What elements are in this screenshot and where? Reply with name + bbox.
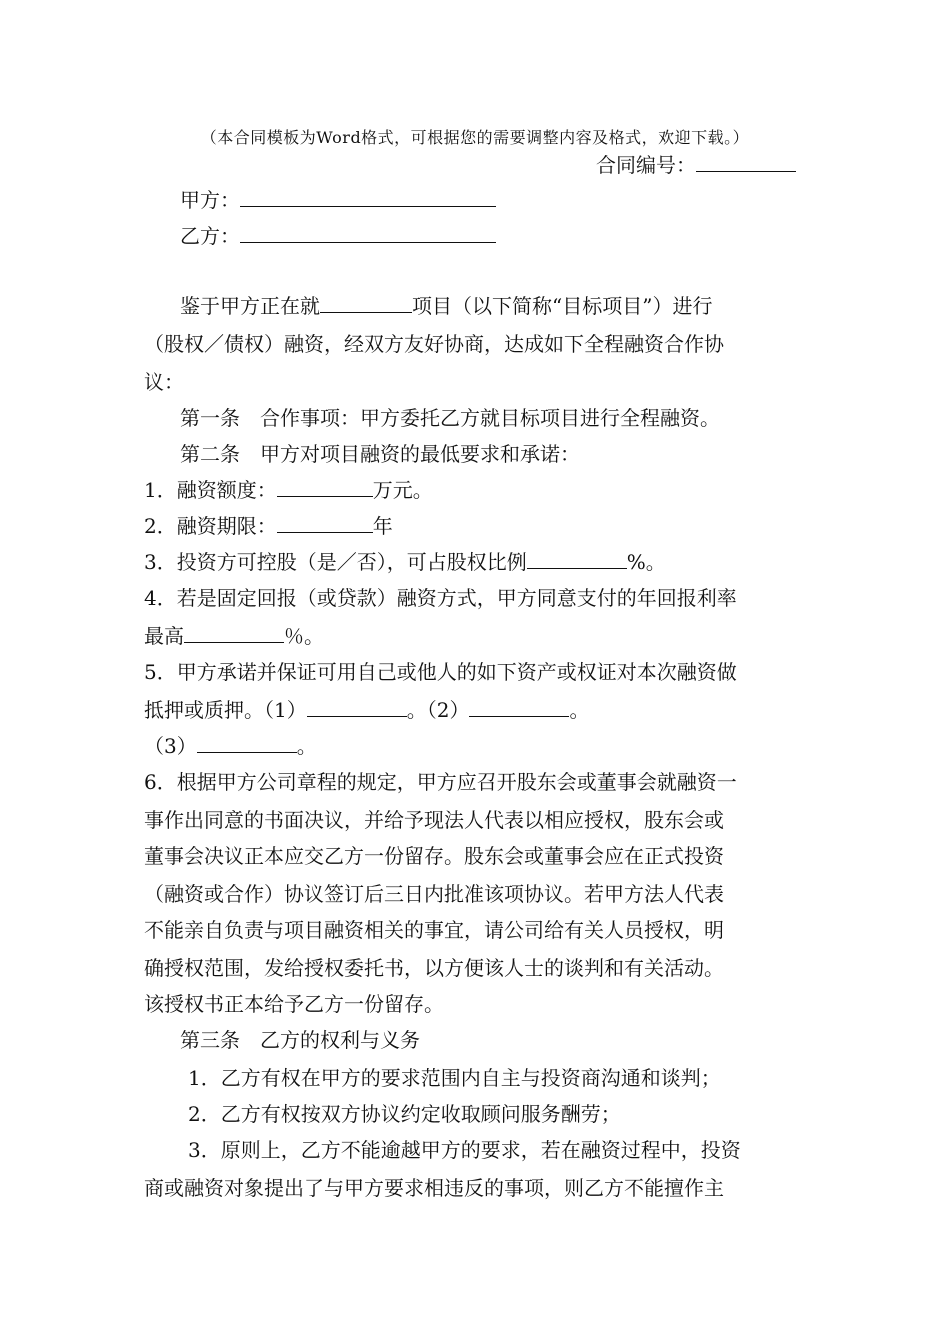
article-2-item-6-line: 不能亲自负责与项目融资相关的事宜，请公司给有关人员授权，明: [144, 918, 724, 942]
article-2-item-5-line-3: [144, 732, 824, 760]
contract-number-blank[interactable]: [696, 153, 796, 172]
max-return-rate-blank[interactable]: [184, 624, 284, 643]
article-2-item-6-line: （融资或合作）协议签订后三日内批准该项协议。若甲方法人代表: [144, 882, 724, 906]
collateral-2-blank[interactable]: [469, 698, 569, 717]
article-2-title: 第二条 甲方对项目融资的最低要求和承诺：: [180, 442, 580, 466]
item-text: 。: [569, 698, 590, 722]
party-a-line: [180, 186, 860, 214]
item-text: %。: [626, 550, 666, 574]
party-a-blank[interactable]: [240, 188, 496, 207]
collateral-1-blank[interactable]: [307, 698, 407, 717]
item-text: 。: [296, 734, 317, 758]
template-note: （本合同模板为Word格式，可根据您的需要调整内容及格式，欢迎下载。）: [200, 128, 750, 147]
article-2-item-4-line-1: 4．若是固定回报（或贷款）融资方式，甲方同意支付的年回报利率: [144, 586, 737, 610]
intro-text: 鉴于甲方正在就: [180, 294, 320, 318]
article-2-item-4-line-2: [144, 622, 824, 650]
article-2-item-3: [144, 548, 824, 576]
equity-ratio-blank[interactable]: [527, 550, 627, 569]
item-text: ％。: [284, 624, 324, 648]
item-text: 1．融资额度：: [144, 478, 277, 502]
article-2-item-6-line: 董事会决议正本应交乙方一份留存。股东会或董事会应在正式投资: [144, 844, 724, 868]
item-text: 最高: [144, 624, 184, 648]
intro-line-1: [180, 292, 860, 320]
article-1: 第一条 合作事项：甲方委托乙方就目标项目进行全程融资。: [180, 406, 720, 430]
intro-line-2: （股权／债权）融资，经双方友好协商，达成如下全程融资合作协: [144, 332, 724, 356]
article-3-item-1: 1．乙方有权在甲方的要求范围内自主与投资商沟通和谈判；: [188, 1066, 721, 1090]
article-3-item-2: 2．乙方有权按双方协议约定收取顾问服务酬劳；: [188, 1102, 621, 1126]
article-2-item-6-line: 6．根据甲方公司章程的规定，甲方应召开股东会或董事会就融资一: [144, 770, 737, 794]
article-2-item-1: [144, 476, 824, 504]
intro-line-3: 议：: [144, 370, 184, 394]
project-name-blank[interactable]: [320, 294, 412, 313]
party-a-label: 甲方：: [180, 188, 240, 212]
intro-text: 项目（以下简称“目标项目”）进行: [412, 294, 713, 318]
party-b-line: [180, 222, 860, 250]
item-text: 抵押或质押。（1）: [144, 698, 307, 722]
article-2-item-5-line-2: [144, 696, 824, 724]
collateral-3-blank[interactable]: [197, 734, 297, 753]
contract-number-line: [596, 152, 796, 178]
article-3-title: 第三条 乙方的权利与义务: [180, 1028, 420, 1052]
party-b-blank[interactable]: [240, 224, 496, 243]
item-text: （3）: [144, 734, 197, 758]
article-3-item-3-line-2: 商或融资对象提出了与甲方要求相违反的事项，则乙方不能擅作主: [144, 1176, 724, 1200]
article-3-item-3-line-1: 3．原则上，乙方不能逾越甲方的要求，若在融资过程中，投资: [188, 1138, 741, 1162]
party-b-label: 乙方：: [180, 224, 240, 248]
item-text: 万元。: [372, 478, 433, 502]
financing-term-blank[interactable]: [277, 514, 373, 533]
article-2-item-6-line: 确授权范围，发给授权委托书，以方便该人士的谈判和有关活动。: [144, 956, 724, 980]
item-text: 。（2）: [406, 698, 470, 722]
item-text: 2．融资期限：: [144, 514, 277, 538]
contract-number-label: 合同编号：: [596, 153, 696, 177]
financing-amount-blank[interactable]: [277, 478, 373, 497]
article-2-item-5-line-1: 5．甲方承诺并保证可用自己或他人的如下资产或权证对本次融资做: [144, 660, 737, 684]
article-2-item-6-line: 事作出同意的书面决议，并给予现法人代表以相应授权，股东会或: [144, 808, 724, 832]
item-text: 年: [372, 514, 393, 538]
article-2-item-6-line: 该授权书正本给予乙方一份留存。: [144, 992, 444, 1016]
article-2-item-2: [144, 512, 824, 540]
item-text: 3．投资方可控股（是／否），可占股权比例: [144, 550, 527, 574]
